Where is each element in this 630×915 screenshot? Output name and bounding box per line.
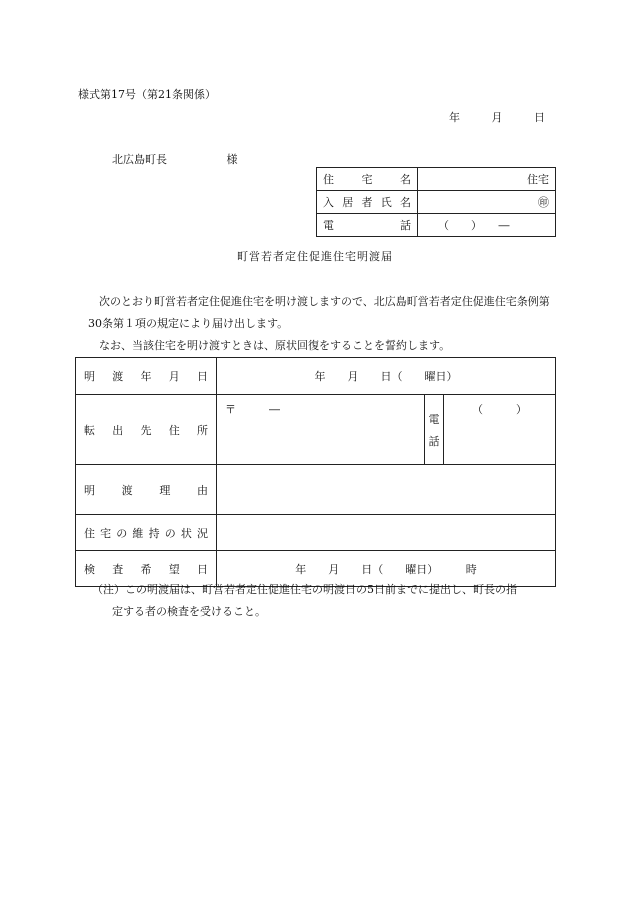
resident-name-label: 入居者氏名 [317,191,418,214]
body-paragraph-2: なお、当該住宅を明け渡すときは、原状回復をすることを誓約します。 [99,339,451,352]
move-out-reason-label: 明渡理由 [76,465,217,515]
phone-label: 電話 [317,214,418,237]
new-address-label: 転出先住所 [76,395,217,465]
housing-name-field[interactable]: 住宅 [418,168,556,191]
housing-condition-label: 住宅の維持の状況 [76,515,217,551]
form-title: 町営若者定住促進住宅明渡届 [237,250,393,263]
move-out-date-field[interactable]: 年 月 日（ 曜日） [217,358,556,395]
submission-date [449,109,545,125]
applicant-row [317,214,556,237]
note-line-1: （注）この明渡届は、町営若者定住促進住宅の明渡日の5日前までに提出し、町長の指 [92,583,517,596]
date-month: 月 [491,111,503,124]
applicant-table [316,167,556,237]
new-phone-field[interactable]: （ ） [444,395,556,465]
inspection-date-field[interactable]: 年 月 日（ 曜日） 時 [217,551,556,587]
new-phone-label-char-2: 話 [428,434,440,448]
resident-name-field[interactable]: ㊞ [418,191,556,214]
note-line-2: 定する者の検査を受けること。 [112,605,266,618]
housing-name-label: 住宅名 [317,168,418,191]
postal-code: 〒 ― [225,403,280,416]
new-address-field[interactable] [217,395,425,465]
body-paragraph-1: 次のとおり町営若者定住促進住宅を明け渡しますので、北広島町営若者定住促進住宅条例第30条第１項の規定により届け出します。 [88,295,550,330]
table-row [76,358,556,395]
details-table [75,357,556,587]
inspection-date-label: 検査希望日 [76,551,217,587]
note [92,579,562,623]
form-body [88,291,558,357]
new-phone-label [425,395,444,465]
table-row [76,395,556,465]
housing-condition-field[interactable] [217,515,556,551]
addressee-honorific: 様 [226,153,238,166]
addressee [112,151,238,167]
table-row [76,515,556,551]
date-day: 日 [534,111,545,124]
new-phone-label-char-1: 電 [428,412,440,426]
applicant-row [317,191,556,214]
move-out-reason-field[interactable] [217,465,556,515]
form-number: 様式第17号（第21条関係） [78,88,216,101]
phone-field[interactable]: （ ） ― [418,214,556,237]
applicant-row [317,168,556,191]
date-year: 年 [449,111,460,124]
addressee-name: 北広島町長 [112,153,167,166]
table-row [76,465,556,515]
move-out-date-label: 明渡年月日 [76,358,217,395]
